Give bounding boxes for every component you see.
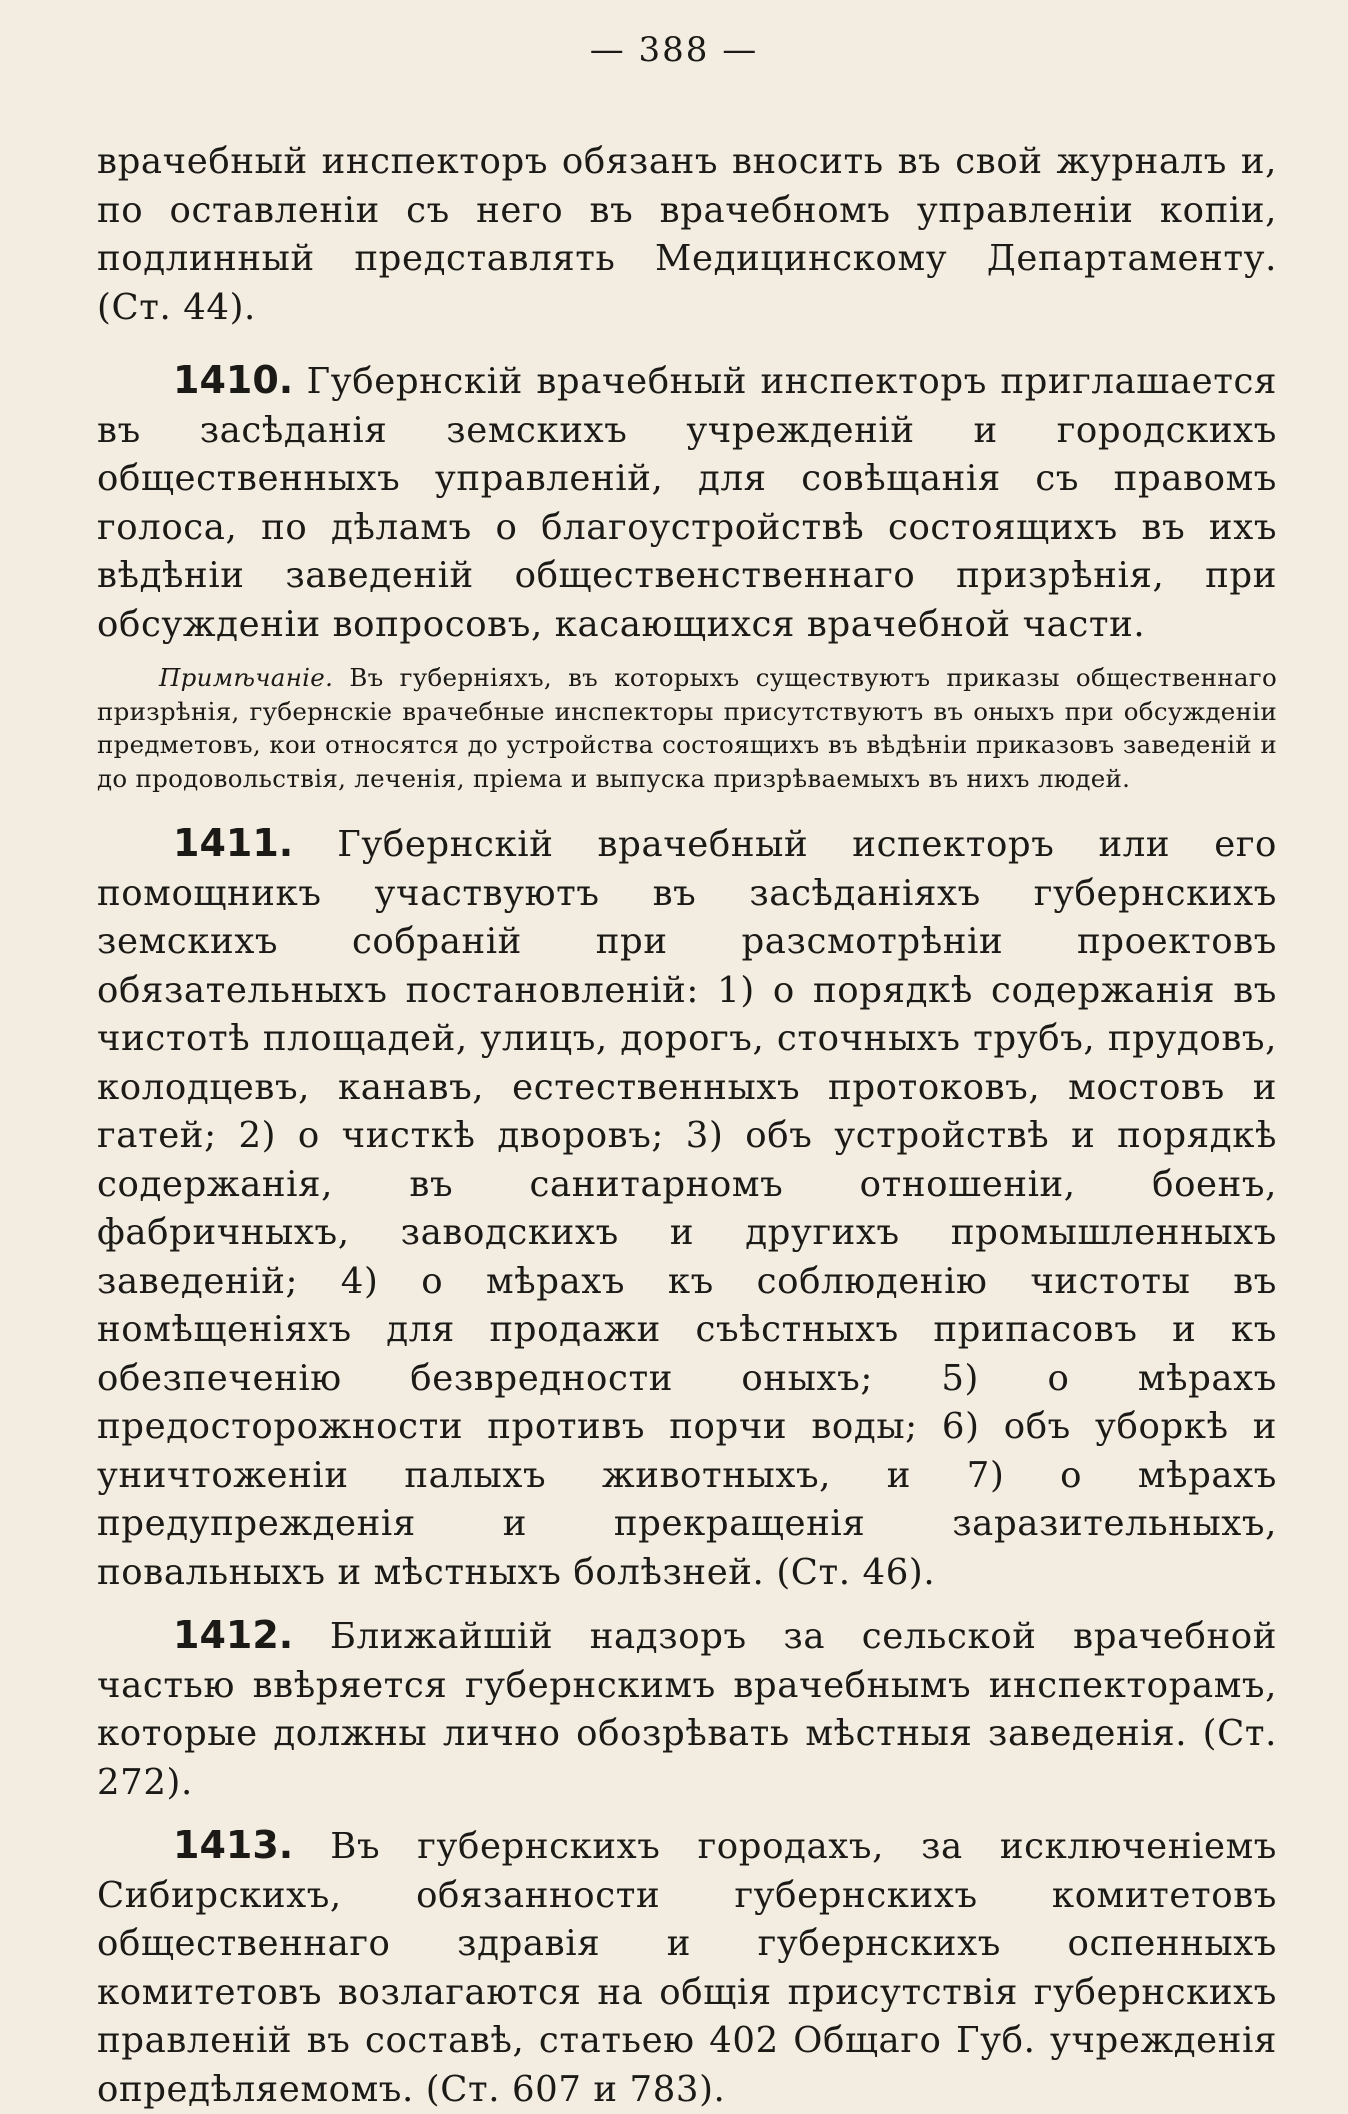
article-text: Губернскій врачебный инспекторъ приглашается въ засѣданія земскихъ учрежденій и городскихъ общественныхъ управленій, для совѣщанія съ правомъ голоса, по дѣламъ о благоустройствѣ состоящихъ въ ихъ вѣдѣніи заведеній общественственнаго призрѣнія, при обсужденіи вопросовъ, касающихся врачебной части. (97, 361, 1277, 645)
article-number: 1410. (173, 358, 294, 402)
article-text: Въ губернскихъ городахъ, за исключеніемъ Сибирскихъ, обязанности губернскихъ комитетовъ общественнаго здравія и губернскихъ оспенныхъ комитетовъ возлагаются на общія присутствія губернскихъ правленій въ составѣ, статьею 402 Общаго Губ. учрежденія опредѣляемомъ. (Ст. 607 и 783). (97, 1826, 1277, 2110)
page-body (97, 138, 1277, 2114)
article-number: 1412. (173, 1613, 294, 1657)
continuation-paragraph: врачебный инспекторъ обязанъ вносить въ свой журналъ и, по оставленіи съ него въ врачебномъ управленіи копіи, подлинный представлять Медицинскому Департаменту. (Ст. 44). (97, 141, 1277, 328)
note-text: Въ губерніяхъ, въ которыхъ существуютъ приказы общественнаго призрѣнія, губернскіе врачебные инспекторы присутствуютъ въ оныхъ при обсужденіи предметовъ, кои относятся до устройства состоящихъ въ вѣдѣніи приказовъ заведеній и до продовольствія, леченія, пріема и выпуска призрѣваемыхъ въ нихъ людей. (97, 663, 1277, 793)
note-paragraph (97, 661, 1277, 795)
article-number: 1413. (173, 1823, 294, 1867)
article-1413 (97, 1821, 1277, 2114)
article-number: 1411. (173, 821, 294, 865)
article-1412 (97, 1611, 1277, 1807)
page-number: — 388 — (589, 30, 759, 70)
article-text: Губернскій врачебный испекторъ или его помощникъ участвуютъ въ засѣданіяхъ губернскихъ земскихъ собраній при разсмотрѣніи проектовъ обязательныхъ постановленій: 1) о порядкѣ содержанія въ чистотѣ площадей, улицъ, дорогъ, сточныхъ трубъ, прудовъ, колодцевъ, канавъ, естественныхъ протоковъ, мостовъ и гатей; 2) о чисткѣ дворовъ; 3) объ устройствѣ и порядкѣ содержанія, въ санитарномъ отношеніи, боенъ, фабричныхъ, заводскихъ и другихъ промышленныхъ заведеній; 4) о мѣрахъ къ соблюденію чистоты въ номѣщеніяхъ для продажи съѣстныхъ припасовъ и къ обезпеченію безвредности оныхъ; 5) о мѣрахъ предосторожности противъ порчи воды; 6) объ уборкѣ и уничтоженіи палыхъ животныхъ, и 7) о мѣрахъ предупрежденія и прекращенія заразительныхъ, повальныхъ и мѣстныхъ болѣзней. (Ст. 46). (97, 824, 1277, 1593)
article-text: Ближайшій надзоръ за сельской врачебной частью ввѣряется губернскимъ врачебнымъ инспекторамъ, которые должны лично обозрѣвать мѣстныя заведенія. (Ст. 272). (97, 1616, 1277, 1803)
article-1410 (97, 356, 1277, 649)
note-label: Примѣчаніе. (159, 663, 334, 692)
article-1411 (97, 819, 1277, 1597)
